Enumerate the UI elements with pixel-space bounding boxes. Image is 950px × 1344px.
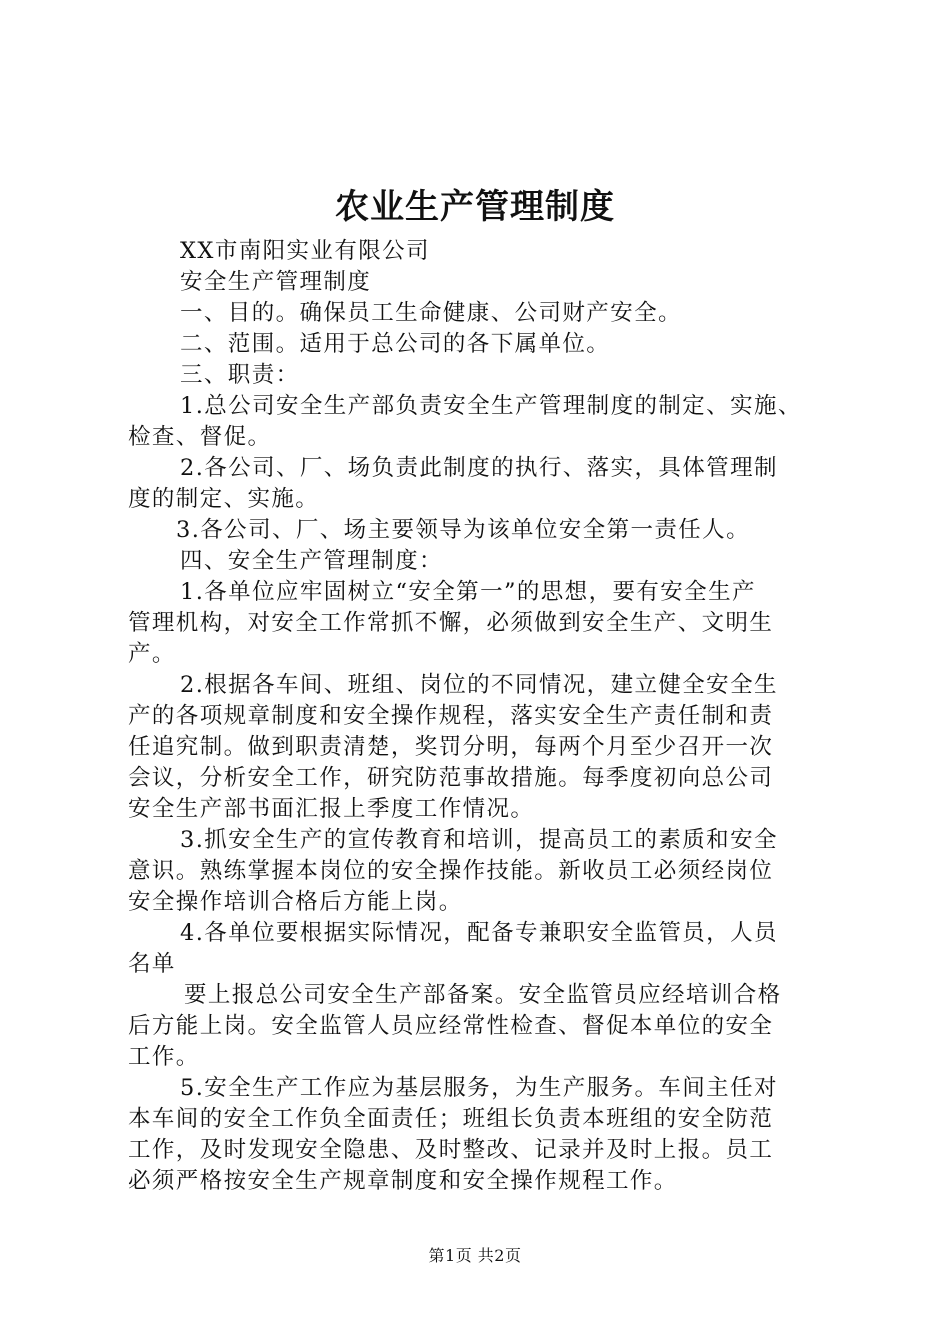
rule-3-line-1: 3.抓安全生产的宣传教育和培训，提高员工的素质和安全 <box>180 827 778 853</box>
rule-5-line-3: 工作，及时发现安全隐患、及时整改、记录并及时上报。员工 <box>128 1137 774 1163</box>
rule-5-line-2: 本车间的安全工作负全面责任；班组长负责本班组的安全防范 <box>128 1106 774 1132</box>
subtitle-line: 安全生产管理制度 <box>180 269 372 295</box>
section-purpose: 一、目的。确保员工生命健康、公司财产安全。 <box>180 300 682 326</box>
page-number: 第1页 共2页 <box>428 1246 522 1265</box>
rule-2-line-4: 会议，分析安全工作，研究防范事故措施。每季度初向总公司 <box>128 765 774 791</box>
rule-4-line-1: 4.各单位要根据实际情况，配备专兼职安全监管员，人员 <box>180 920 778 946</box>
rule-2-line-3: 任追究制。做到职责清楚，奖罚分明，每两个月至少召开一次 <box>128 734 774 760</box>
section-scope: 二、范围。适用于总公司的各下属单位。 <box>180 331 611 357</box>
rule-4-line-2: 名单 <box>128 951 176 977</box>
duty-3-line: 3.各公司、厂、场主要领导为该单位安全第一责任人。 <box>176 517 750 543</box>
duty-1-line-1: 1.总公司安全生产部负责安全生产管理制度的制定、实施、 <box>180 393 802 419</box>
rule-1-line-1: 1.各单位应牢固树立“安全第一”的思想，要有安全生产 <box>180 579 756 605</box>
section-system-heading: 四、安全生产管理制度： <box>180 548 443 574</box>
rule-4-line-4: 后方能上岗。安全监管人员应经常性检查、督促本单位的安全 <box>128 1013 774 1039</box>
rule-3-line-3: 安全操作培训合格后方能上岗。 <box>128 889 463 915</box>
rule-4-line-5: 工作。 <box>128 1044 200 1070</box>
duty-1-line-2: 检查、督促。 <box>128 424 272 450</box>
rule-4-line-3: 要上报总公司安全生产部备案。安全监管员应经培训合格 <box>184 982 782 1008</box>
rule-2-line-5: 安全生产部书面汇报上季度工作情况。 <box>128 796 535 822</box>
rule-5-line-4: 必须严格按安全生产规章制度和安全操作规程工作。 <box>128 1168 678 1194</box>
document-title: 农业生产管理制度 <box>335 187 615 227</box>
rule-5-line-1: 5.安全生产工作应为基层服务，为生产服务。车间主任对 <box>180 1075 778 1101</box>
rule-2-line-1: 2.根据各车间、班组、岗位的不同情况，建立健全安全生 <box>180 672 778 698</box>
rule-3-line-2: 意识。熟练掌握本岗位的安全操作技能。新收员工必须经岗位 <box>128 858 774 884</box>
duty-2-line-2: 度的制定、实施。 <box>128 486 320 512</box>
document-body <box>128 236 840 1197</box>
rule-2-line-2: 产的各项规章制度和安全操作规程，落实安全生产责任制和责 <box>128 703 774 729</box>
rule-1-line-3: 产。 <box>128 641 176 667</box>
duty-2-line-1: 2.各公司、厂、场负责此制度的执行、落实，具体管理制 <box>180 455 778 481</box>
rule-1-line-2: 管理机构，对安全工作常抓不懈，必须做到安全生产、文明生 <box>128 610 774 636</box>
company-name-line: XX市南阳实业有限公司 <box>180 238 430 264</box>
section-duties-heading: 三、职责： <box>180 362 300 388</box>
